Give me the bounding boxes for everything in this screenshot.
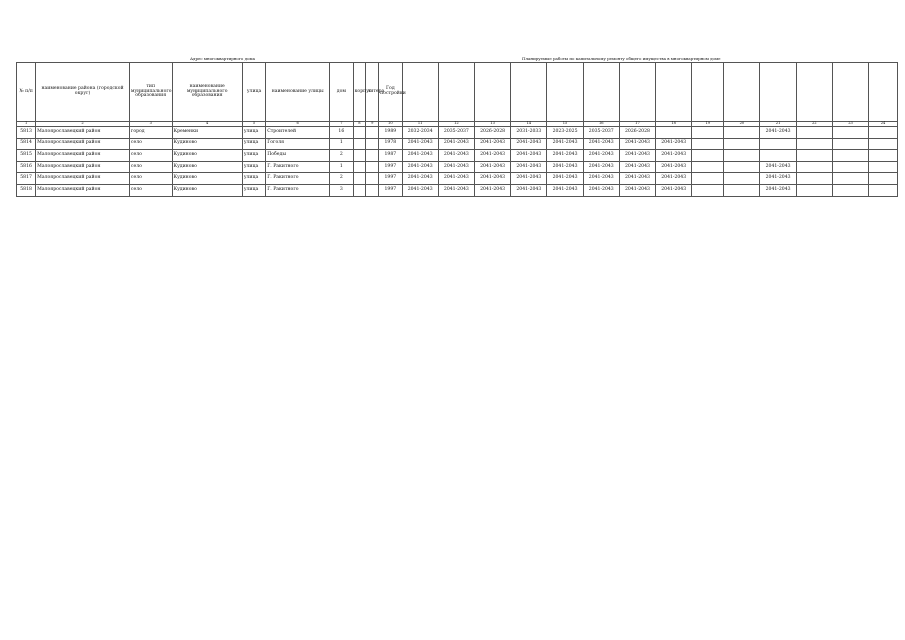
table-cell: улица [242,138,265,150]
table-cell [353,161,366,173]
table-cell: 1997 [379,184,402,196]
table-cell: Г. Ракитного [266,161,330,173]
table-cell [656,127,692,139]
table-cell: 2041-2043 [547,161,583,173]
table-cell: 2041-2043 [583,173,619,185]
table-cell: Гоголя [266,138,330,150]
table-cell [869,150,898,162]
column-header [402,63,438,122]
table-cell [832,127,868,139]
table-cell: 2041-2043 [474,138,510,150]
table-cell [724,161,760,173]
table-cell: улица [242,150,265,162]
column-number: 5 [242,122,265,127]
table-row [17,127,898,139]
column-header [869,63,898,122]
column-number: 2 [36,122,130,127]
table-cell: улица [242,173,265,185]
table-cell: село [129,173,172,185]
table-cell: Малоярославецкий район [36,173,130,185]
table-cell: Кременки [172,127,242,139]
table-cell: 2041-2043 [547,184,583,196]
table-cell [832,173,868,185]
table-cell: Г. Ракитного [266,184,330,196]
table-cell: Малоярославецкий район [36,138,130,150]
table-cell: 2041-2043 [583,184,619,196]
table-cell [353,150,366,162]
table-row [17,184,898,196]
table-cell [724,138,760,150]
table-cell [692,184,724,196]
column-number: 15 [547,122,583,127]
table-cell [869,184,898,196]
table-cell: 2041-2043 [656,184,692,196]
column-header [511,63,547,122]
column-header [656,63,692,122]
table-cell: 2041-2043 [438,138,474,150]
table-cell: 2031-2033 [511,127,547,139]
table-cell: 2041-2043 [547,138,583,150]
column-header: № п/п [17,63,36,122]
table-cell: Кудиново [172,161,242,173]
table-cell: 5813 [17,127,36,139]
table-cell: 1978 [379,138,402,150]
column-number: 22 [796,122,832,127]
column-number: 10 [379,122,402,127]
column-header: наименование района (городской округ) [36,63,130,122]
table-cell: 2041-2043 [438,150,474,162]
table-cell [692,161,724,173]
table-cell: 5818 [17,184,36,196]
column-header: улица [242,63,265,122]
column-number: 20 [724,122,760,127]
column-number: 4 [172,122,242,127]
table-cell [760,150,796,162]
table-cell: Малоярославецкий район [36,150,130,162]
table-cell: 2041-2043 [760,127,796,139]
table-cell: 2041-2043 [656,150,692,162]
column-header: наименование муниципального образования [172,63,242,122]
column-number: 19 [692,122,724,127]
table-cell: улица [242,161,265,173]
table-cell: 2 [330,150,353,162]
column-number: 21 [760,122,796,127]
column-number: 23 [832,122,868,127]
table-cell: село [129,150,172,162]
table-cell: село [129,161,172,173]
table-cell: Кудиново [172,184,242,196]
column-number: 13 [474,122,510,127]
column-number: 24 [869,122,898,127]
table-row [17,150,898,162]
table-cell [724,150,760,162]
table-cell: 2041-2043 [619,173,655,185]
table-cell: 2 [330,173,353,185]
table-cell: 16 [330,127,353,139]
table-cell: Кудиново [172,173,242,185]
table-cell: 2041-2043 [583,150,619,162]
table-cell [692,150,724,162]
column-number: 9 [366,122,379,127]
table-cell [832,184,868,196]
table-cell: 2041-2043 [547,150,583,162]
table-cell: 3 [330,184,353,196]
table-cell [692,127,724,139]
table-cell: 5817 [17,173,36,185]
table-cell [796,127,832,139]
table-cell: улица [242,184,265,196]
table-body [17,127,898,197]
table-cell: 1 [330,161,353,173]
table-cell [869,173,898,185]
column-header [724,63,760,122]
column-header [796,63,832,122]
table-cell [869,138,898,150]
table-cell: 2041-2043 [656,161,692,173]
table-cell: 2041-2043 [619,184,655,196]
table-cell: 2041-2043 [760,184,796,196]
table-cell: 2041-2043 [438,184,474,196]
table-cell [692,138,724,150]
table-cell [353,173,366,185]
table-cell: 5815 [17,150,36,162]
column-header [583,63,619,122]
table-cell: 2041-2043 [402,138,438,150]
table-cell: 2041-2043 [402,184,438,196]
address-group-caption: Адрес многоквартирного дома [190,56,255,61]
table-cell: Кудиново [172,150,242,162]
table-cell [366,138,379,150]
table-cell: 2041-2043 [583,138,619,150]
table-cell: Победы [266,150,330,162]
table-cell: 5814 [17,138,36,150]
table-cell: 2041-2043 [619,138,655,150]
table-cell: 2041-2043 [402,150,438,162]
table-cell [832,138,868,150]
column-number: 18 [656,122,692,127]
column-number: 12 [438,122,474,127]
table-cell [724,173,760,185]
column-number: 11 [402,122,438,127]
table-cell [692,173,724,185]
table-cell [796,161,832,173]
column-header [438,63,474,122]
table-cell: 2041-2043 [402,161,438,173]
table-cell [869,127,898,139]
table-cell [366,127,379,139]
table-cell: город [129,127,172,139]
table-cell [796,184,832,196]
column-number: 14 [511,122,547,127]
table-cell: 2032-2034 [402,127,438,139]
table-cell: 1997 [379,161,402,173]
table-row [17,138,898,150]
table-cell: 1987 [379,150,402,162]
table-cell: село [129,138,172,150]
table-cell: 2041-2043 [438,161,474,173]
table-cell: 2041-2043 [511,173,547,185]
column-number: 7 [330,122,353,127]
table-cell: 2041-2043 [656,173,692,185]
table-cell: 2041-2043 [619,161,655,173]
table-cell: 2041-2043 [511,138,547,150]
column-number: 6 [266,122,330,127]
table-cell: улица [242,127,265,139]
column-header: тип муниципального образования [129,63,172,122]
table-cell [796,138,832,150]
table-cell: Строителей [266,127,330,139]
table-cell [832,161,868,173]
table-cell: 2041-2043 [619,150,655,162]
table-cell: 2041-2043 [511,184,547,196]
table-cell: Малоярославецкий район [36,161,130,173]
table-cell [366,150,379,162]
table-cell: 2041-2043 [438,173,474,185]
table-cell: 2026-2028 [619,127,655,139]
table-cell: 2041-2043 [402,173,438,185]
table-cell: 2041-2043 [760,161,796,173]
works-group-caption: Планируемые работы по капитальному ремонту общего имущества в многоквартирном доме [522,56,721,61]
table-cell: 2041-2043 [474,161,510,173]
table-row [17,173,898,185]
column-header: дом [330,63,353,122]
column-header: литера [366,63,379,122]
table-cell [760,138,796,150]
table-cell: 2035-2037 [438,127,474,139]
table-cell [796,150,832,162]
table-cell [724,184,760,196]
column-number: 1 [17,122,36,127]
table-cell: 1 [330,138,353,150]
table-cell: 2041-2043 [474,173,510,185]
table-cell [796,173,832,185]
table-cell [366,161,379,173]
table-cell: 2026-2028 [474,127,510,139]
table-cell [366,173,379,185]
column-header [619,63,655,122]
table-cell: село [129,184,172,196]
column-header: корпус [353,63,366,122]
table-cell: 5816 [17,161,36,173]
column-header [474,63,510,122]
table-cell: 2035-2037 [583,127,619,139]
table-cell [353,138,366,150]
table-cell: Малоярославецкий район [36,127,130,139]
table-cell: Кудиново [172,138,242,150]
table-cell [353,184,366,196]
table-cell: 1989 [379,127,402,139]
table-cell: 2041-2043 [511,150,547,162]
column-number: 3 [129,122,172,127]
column-header [832,63,868,122]
table-cell: 2041-2043 [474,184,510,196]
table-cell: 2041-2043 [547,173,583,185]
table-cell: 2041-2043 [760,173,796,185]
table-cell [353,127,366,139]
table-cell: 2023-2025 [547,127,583,139]
table-cell: 2041-2043 [474,150,510,162]
register-table [16,62,898,197]
table-cell: 2041-2043 [583,161,619,173]
table-cell: Г. Ракитного [266,173,330,185]
header-row [17,63,898,122]
table-row [17,161,898,173]
column-number: 16 [583,122,619,127]
table-cell [366,184,379,196]
table-cell [832,150,868,162]
column-header: Год постройки [379,63,402,122]
table-cell: 2041-2043 [511,161,547,173]
column-header [760,63,796,122]
table-cell [869,161,898,173]
column-header [547,63,583,122]
column-header: наименование улицы [266,63,330,122]
table-cell: 2041-2043 [656,138,692,150]
table-cell: 1997 [379,173,402,185]
column-number: 17 [619,122,655,127]
column-number: 8 [353,122,366,127]
table-cell [724,127,760,139]
column-header [692,63,724,122]
table-cell: Малоярославецкий район [36,184,130,196]
